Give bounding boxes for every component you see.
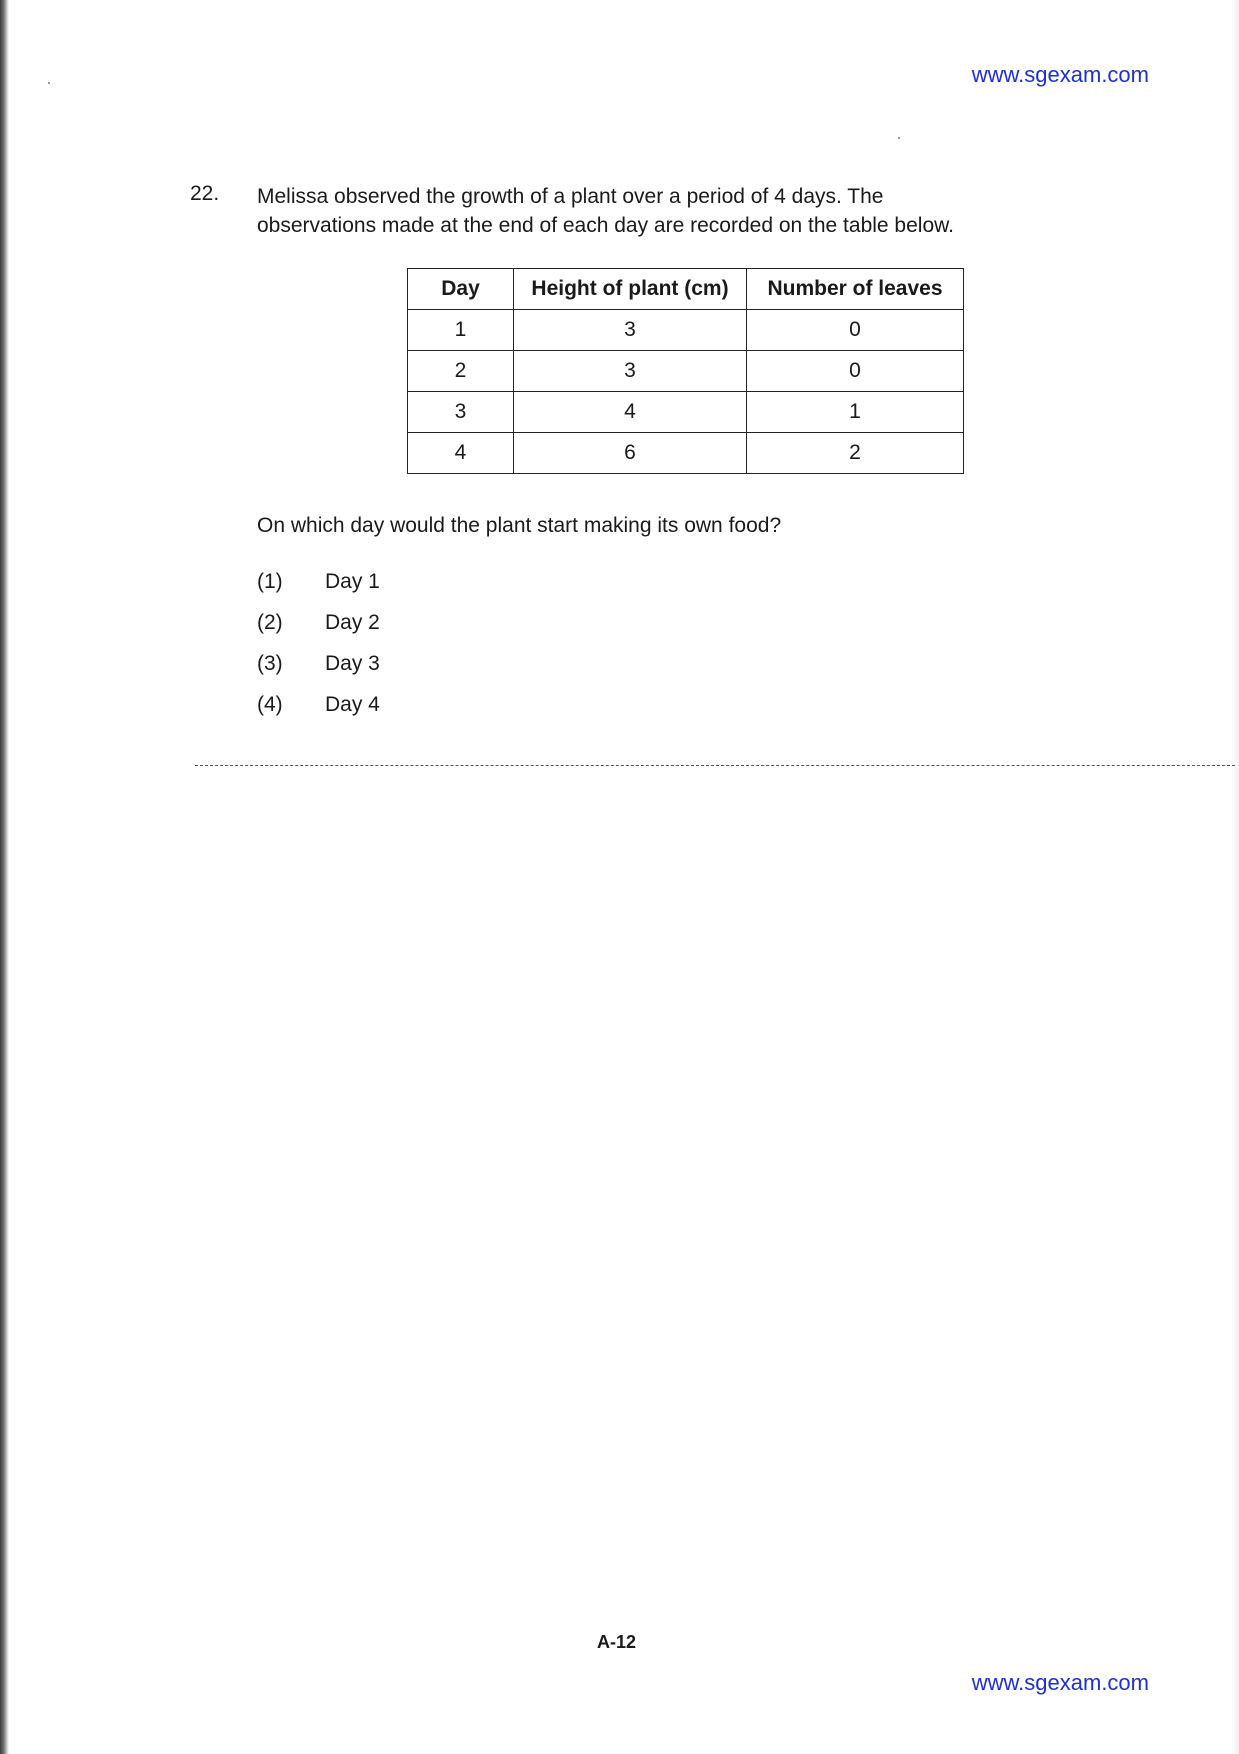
cell-leaves: 0 bbox=[747, 310, 964, 351]
option-number: (3) bbox=[257, 652, 283, 675]
cell-height: 4 bbox=[514, 392, 747, 433]
cell-day: 1 bbox=[408, 310, 514, 351]
answer-options bbox=[257, 570, 380, 734]
table-row bbox=[408, 433, 964, 474]
header-day: Day bbox=[408, 269, 514, 310]
page-number: A-12 bbox=[597, 1632, 637, 1652]
option-1[interactable] bbox=[257, 570, 380, 611]
table-header-row bbox=[408, 269, 964, 310]
section-divider bbox=[195, 765, 1235, 766]
header-leaves: Number of leaves bbox=[747, 269, 964, 310]
option-label: Day 4 bbox=[325, 693, 380, 716]
option-2[interactable] bbox=[257, 611, 380, 652]
option-number: (1) bbox=[257, 570, 283, 593]
cell-day: 4 bbox=[408, 433, 514, 474]
watermark-link-bottom[interactable]: www.sgexam.com bbox=[971, 1670, 1149, 1695]
option-4[interactable] bbox=[257, 693, 380, 734]
cell-height: 6 bbox=[514, 433, 747, 474]
cell-day: 2 bbox=[408, 351, 514, 392]
option-label: Day 2 bbox=[325, 611, 380, 634]
cell-leaves: 1 bbox=[747, 392, 964, 433]
header-height: Height of plant (cm) bbox=[514, 269, 747, 310]
scan-speck bbox=[898, 137, 900, 139]
scan-left-edge bbox=[0, 0, 9, 1754]
option-label: Day 3 bbox=[325, 652, 380, 675]
option-3[interactable] bbox=[257, 652, 380, 693]
table-row bbox=[408, 310, 964, 351]
option-number: (4) bbox=[257, 693, 283, 716]
table-row bbox=[408, 351, 964, 392]
question-text-line-2: observations made at the end of each day are recorded on the table below. bbox=[257, 214, 954, 237]
observation-table bbox=[407, 268, 964, 474]
cell-day: 3 bbox=[408, 392, 514, 433]
question-prompt: On which day would the plant start making its own food? bbox=[257, 514, 782, 537]
cell-leaves: 2 bbox=[747, 433, 964, 474]
option-label: Day 1 bbox=[325, 570, 380, 593]
scan-speck bbox=[48, 82, 50, 84]
scan-right-edge bbox=[1231, 0, 1239, 1754]
cell-height: 3 bbox=[514, 310, 747, 351]
watermark-link-top[interactable]: www.sgexam.com bbox=[971, 62, 1149, 87]
question-text-line-1: Melissa observed the growth of a plant over a period of 4 days. The bbox=[257, 185, 884, 208]
question-text bbox=[257, 182, 1057, 240]
table-row bbox=[408, 392, 964, 433]
cell-leaves: 0 bbox=[747, 351, 964, 392]
cell-height: 3 bbox=[514, 351, 747, 392]
question-number: 22. bbox=[190, 182, 220, 205]
option-number: (2) bbox=[257, 611, 283, 634]
